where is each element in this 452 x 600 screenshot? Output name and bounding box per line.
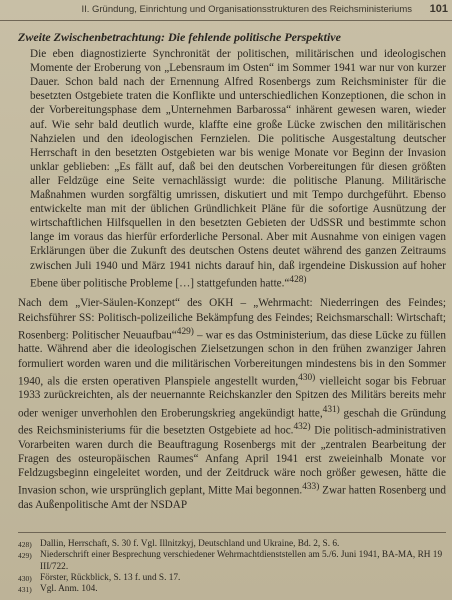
footnote-ref-433: 433) [302, 482, 320, 493]
footnote-number: 428) [18, 540, 32, 549]
footnote-text: Vgl. Anm. 104. [40, 584, 98, 595]
paragraph-2-part-b: – war es das Ostministerium, das diese Lücke zu füllen hatte. Während aber die ideologischen Zielsetzungen schon in den frühen zwanziger Jahren formuliert worden waren und die militärischen Vorbereitungen mindestens bis in den Sommer 1940, als die ersten operativen Planspiele angestellt wurden, [18, 329, 446, 388]
footnote-text: Dallin, Herrschaft, S. 30 f. Vgl. Illnitzkyj, Deutschland und Ukraine, Bd. 2, S. 6. [40, 539, 340, 549]
footnote-429 [18, 550, 446, 573]
paragraph-1 [18, 47, 446, 290]
paragraph-2-part-d: geschah die Gründung des Reichsministeriums für die besetzten Ostgebiete ad hoc. [18, 407, 446, 438]
paragraph-2-part-f: Zwar hatten Rosenberg und das Außenpolitische Amt der NSDAP [18, 485, 446, 512]
footnote-ref-428: 428) [289, 274, 307, 285]
page-number: 101 [429, 3, 448, 15]
section-heading: Zweite Zwischenbetrachtung: Die fehlende politische Perspektive [18, 30, 341, 44]
paragraph-2-part-a: Nach dem „Vier-Säulen-Konzept“ des OKH – „Wehrmacht: Niederringen des Feindes; Reichsführer SS: Politisch-polizeiliche Bekämpfung des Feindes; Reichsmarschall: Wirtschaft; Rosenberg: Politischer Neuaufbau“ [18, 297, 446, 342]
footnote-text: Niederschrift einer Besprechung verschiedener Wehrmachtdienststellen am 5./6. Juni 1941, BA-MA, RH 19 III/722. [40, 550, 443, 572]
paragraph-1-text: Die eben diagnostizierte Synchronität der politischen, militärischen und ideologischen Momente der Eroberung von „Lebensraum im Osten“ im Sommer 1941 war nur von kurzer Dauer. Schon bald nach der Ernennung Alfred Rosenbergs zum Reichsminister für die besetzten Ostgebiete traten die Konflikte und unterschiedlichen Konzeptionen, die schon in der Vorbereitungsphase dem „Unternehmen Barbarossa“ inhärent gewesen waren, wieder auf. Wie sehr bald deutlich wurde, klaffte eine große Lücke zwischen den militärischen Nahzielen und den ideologischen Fernzielen. Die politische Ausgestaltung deutscher Herrschaft in den besetzten Ostgebieten war bis wenige Monate vor Beginn der Invasion unklar geblieben: „Es fällt auf, daß bei den deutschen Vorbereitungen für diesen größten aller Feldzüge eine Seite vernachlässigt wurde: die politische Planung. Militärische Maßnahmen wurden sorgfältig umrissen, diskutiert und mit Tempo durchgeführt. Ebenso entwickelte man mit der üblichen Gründlichkeit Pläne für die sofortige Ausnützung der wirtschaftlichen Hilfsquellen in den besetzten Gebieten der UdSSR und bestimmte schon lange im voraus das hierfür erforderliche Personal. Aber mit Ausnahme von einigen vagen Erklärungen über die Zukunft des deutschen Ostens deutet während des ganzen Zeitraums zwischen Juli 1940 und März 1941 nichts darauf hin, daß irgendeine Diskussion auf hoher Ebene über politische Probleme […] stattgefunden hatte.“ [30, 48, 446, 290]
running-title: II. Gründung, Einrichtung und Organisationsstrukturen des Reichsministeriums [81, 4, 412, 15]
paragraph-2-part-e: Die politisch-administrativen Vorarbeiten waren durch die Beauftragung Rosenbergs mit der „zentralen Bearbeitung der Fragen des osteuropäischen Raumes“ Anfang April 1941 erst zweieinhalb Monate vor Feldzugsbeginn eingeleitet worden, und der Zeitdruck wäre noch größer gewesen, hätte die Invasion schon, wie ursprünglich geplant, Mitte Mai begonnen. [18, 425, 446, 498]
footnote-430 [18, 573, 446, 584]
paragraph-2 [18, 296, 446, 512]
footnote-number: 431) [18, 585, 32, 595]
footnote-ref-431: 431) [322, 404, 340, 415]
footnote-428 [18, 539, 446, 550]
footnote-text: Förster, Rückblick, S. 13 f. und S. 17. [40, 572, 181, 583]
footnote-number: 430) [18, 573, 32, 583]
running-header [0, 0, 452, 21]
body-text [18, 26, 446, 594]
footnote-ref-432: 432) [293, 422, 311, 433]
paragraph-2-part-c: vielleicht sogar bis Februar 1933 zurückreichten, als der neuernannte Reichskanzler den Spitzen des Militärs bereits mehr oder weniger unverhohlen den Eroberungskrieg angekündigt hatte, [18, 375, 446, 420]
footnote-ref-430: 430) [298, 372, 316, 383]
footnote-number: 429) [18, 551, 32, 561]
footnote-431 [18, 584, 446, 595]
footnote-ref-429: 429) [176, 326, 194, 337]
footnotes [18, 532, 446, 595]
